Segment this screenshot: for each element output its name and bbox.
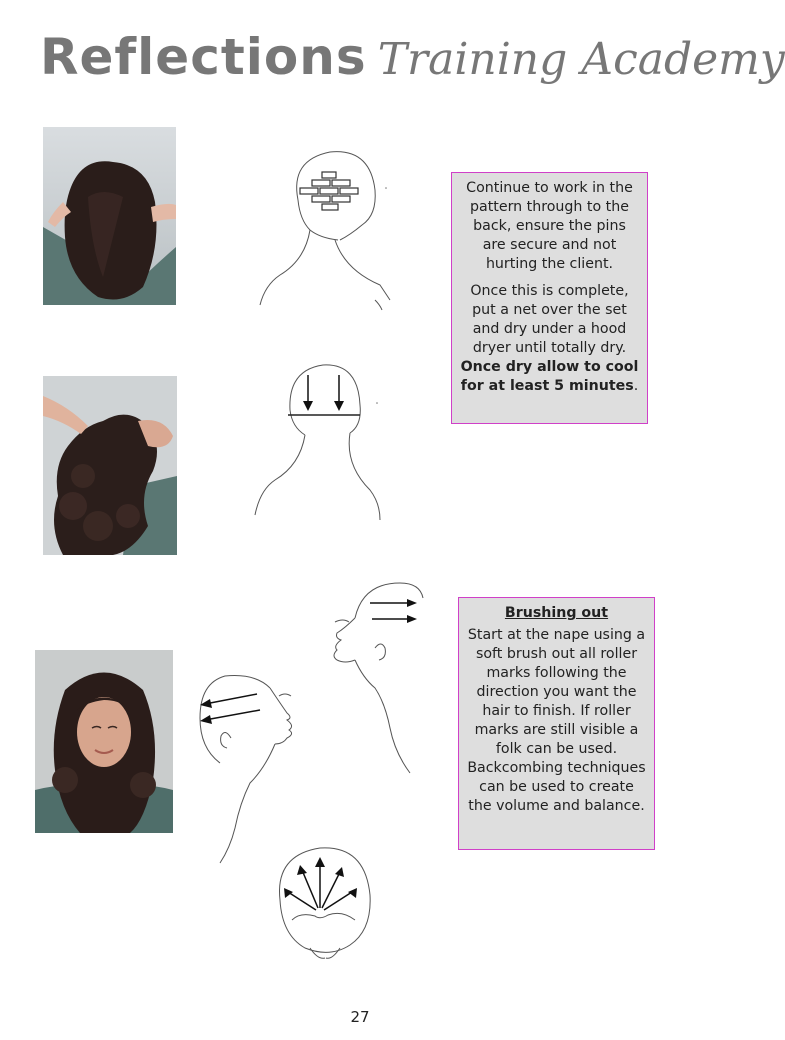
diagram-net-drying-head bbox=[250, 355, 400, 525]
instruction-cooling-bold: Once dry allow to cool for at least 5 minutes bbox=[460, 359, 639, 394]
instruction-box-pinning bbox=[451, 172, 648, 424]
instruction-drying-text bbox=[460, 282, 639, 396]
instruction-drying-normal: Once this is complete, put a net over the set and dry under a hood dryer until totally dry. bbox=[470, 283, 629, 356]
instruction-box-brushing bbox=[458, 597, 655, 850]
page-number: 27 bbox=[350, 1008, 370, 1026]
diagram-profile-brush-left bbox=[195, 668, 310, 868]
brand-subtitle: Training Academy bbox=[377, 34, 785, 85]
photo-back-of-head bbox=[43, 127, 176, 305]
diagram-radiating-volume-head bbox=[270, 840, 380, 965]
instruction-drying-period: . bbox=[633, 378, 639, 394]
brushing-heading: Brushing out bbox=[504, 605, 609, 621]
photo-dried-curls bbox=[43, 376, 177, 555]
photo-finished-look bbox=[35, 650, 173, 833]
instruction-pinning-text: Continue to work in the pattern through to the back, ensure the pins are secure and not hurting the client. bbox=[466, 180, 633, 272]
brushing-body: Start at the nape using a soft brush out all roller marks following the direction you want the hair to finish. If roller marks are still visible a folk can be used. Backcombing techniques can be used to create the volume and balance. bbox=[467, 627, 646, 814]
diagram-brick-pattern-head bbox=[250, 140, 400, 310]
brand-title: Reflections bbox=[40, 28, 367, 86]
diagram-profile-brush-right bbox=[315, 578, 425, 778]
page-header bbox=[40, 28, 785, 86]
